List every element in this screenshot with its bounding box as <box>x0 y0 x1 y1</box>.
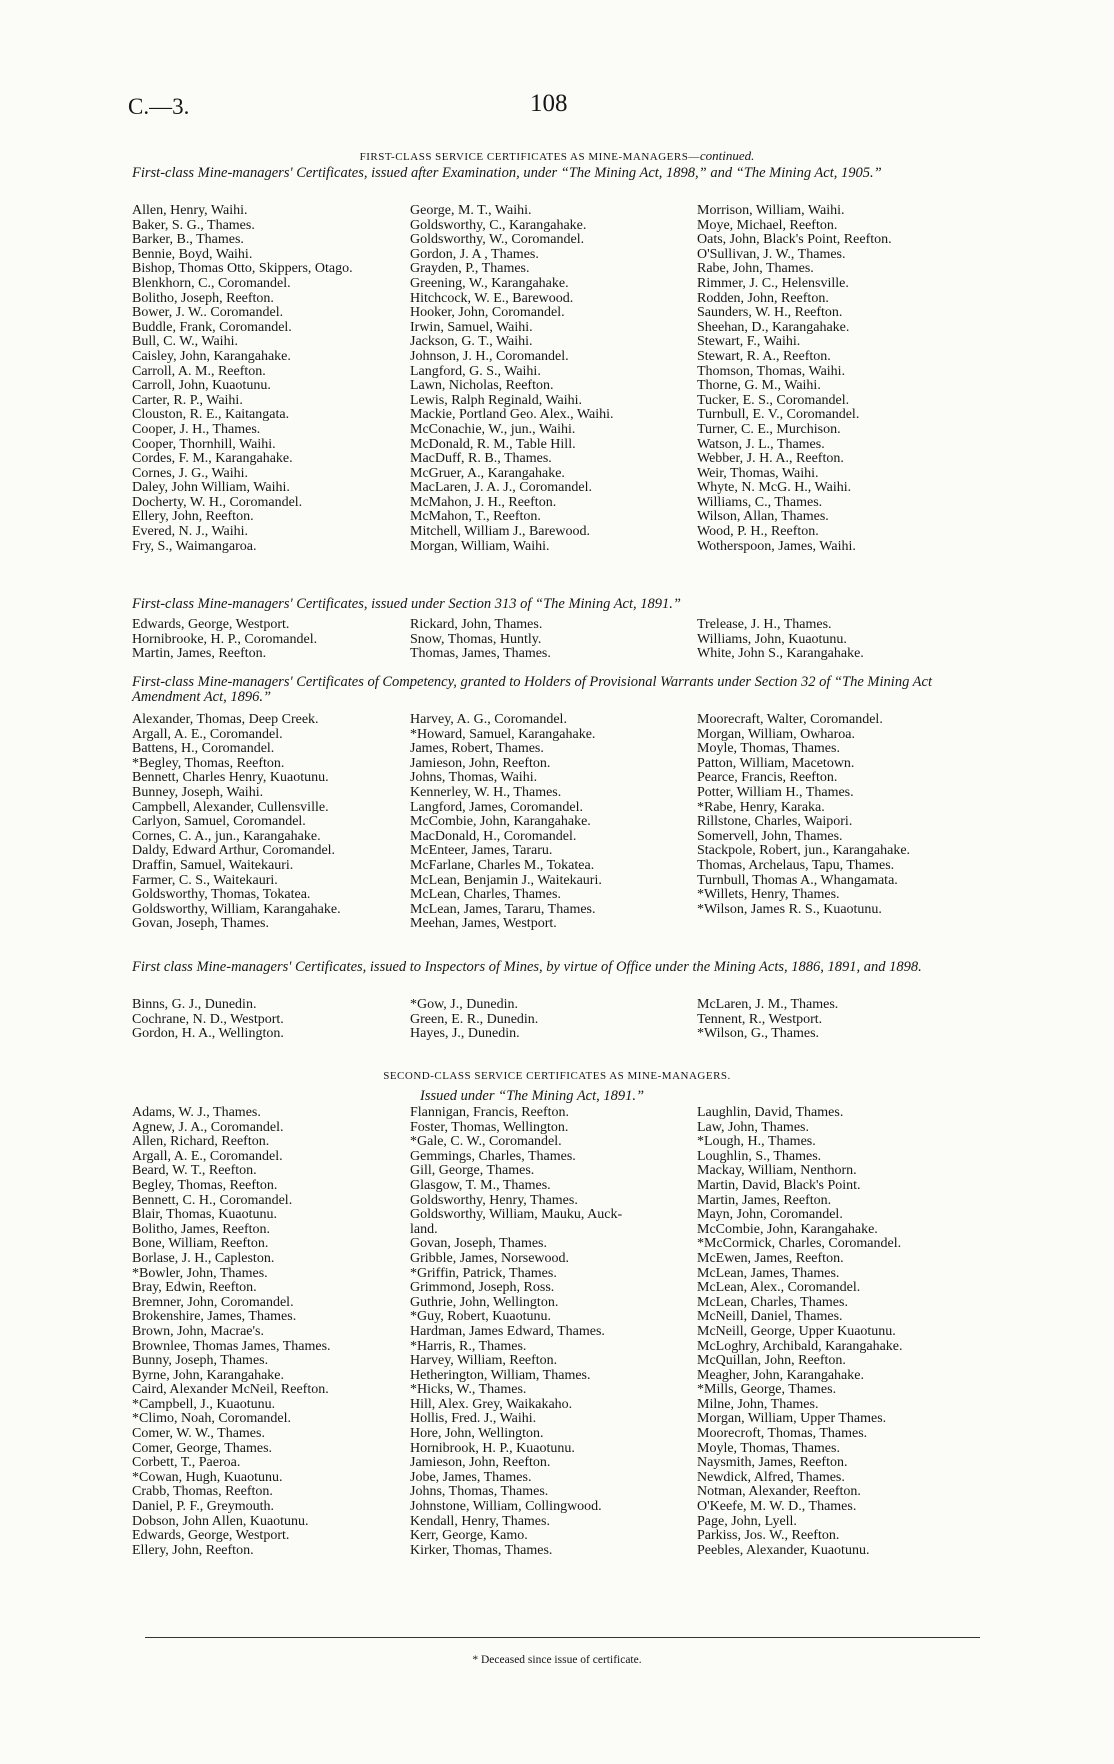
list-item: Jobe, James, Thames. <box>410 1469 532 1485</box>
list-item: Somervell, John, Thames. <box>697 828 843 844</box>
list-item: Rillstone, Charles, Waipori. <box>697 814 853 830</box>
section-1-heading: First-class Mine-managers' Certificates, issued after Examination, under “The Mining Act, 1898,” and “The Mining Act, 1905.” <box>132 165 882 181</box>
list-item: Brown, John, Macrae's. <box>132 1323 264 1339</box>
list-item: Thomas, Archelaus, Tapu, Thames. <box>697 857 895 873</box>
list-item: McLoghry, Archibald, Karangahake. <box>697 1338 903 1354</box>
list-item: Clouston, R. E., Kaitangata. <box>132 407 290 423</box>
list-item: Hollis, Fred. J., Waihi. <box>410 1411 537 1427</box>
section-1-col-3 <box>697 204 992 554</box>
list-item: McMahon, J. H., Reefton. <box>410 494 557 510</box>
list-item: Goldsworthy, William, Mauku, Auck- <box>410 1207 623 1223</box>
list-item: *Mills, George, Thames. <box>697 1382 837 1398</box>
list-item: Bolitho, Joseph, Reefton. <box>132 290 274 306</box>
list-item: Campbell, Alexander, Cullensville. <box>132 799 329 815</box>
list-item: Brokenshire, James, Thames. <box>132 1309 297 1325</box>
list-item: *Guy, Robert, Kuaotunu. <box>410 1309 552 1325</box>
section-5-col-3 <box>697 1106 992 1558</box>
list-item: Wood, P. H., Reefton. <box>697 524 819 540</box>
list-item: Farmer, C. S., Waitekauri. <box>132 872 278 888</box>
list-item: Daley, John William, Waihi. <box>132 480 290 496</box>
list-item: Langford, James, Coromandel. <box>410 799 584 815</box>
list-item: Allen, Henry, Waihi. <box>132 203 248 218</box>
list-item: Hardman, James Edward, Thames. <box>410 1323 605 1339</box>
list-item: Gordon, H. A., Wellington. <box>132 1026 284 1042</box>
list-item: Stackpole, Robert, jun., Karangahake. <box>697 843 911 859</box>
section-3-list <box>132 713 992 932</box>
list-item: Govan, Joseph, Thames. <box>410 1236 547 1252</box>
list-item: Wotherspoon, James, Waihi. <box>697 538 856 554</box>
list-item: Daldy, Edward Arthur, Coromandel. <box>132 843 336 859</box>
list-item: *Howard, Samuel, Karangahake. <box>410 726 596 742</box>
list-item: Grimmond, Joseph, Ross. <box>410 1280 555 1296</box>
list-item: Draffin, Samuel, Waitekauri. <box>132 857 294 873</box>
list-item: James, Robert, Thames. <box>410 741 544 757</box>
list-item: Watson, J. L., Thames. <box>697 436 825 452</box>
section-2-col-3 <box>697 618 992 662</box>
list-item: McFarlane, Charles M., Tokatea. <box>410 857 595 873</box>
list-item: Turnbull, Thomas A., Whangamata. <box>697 872 898 888</box>
list-item: Ellery, John, Reefton. <box>132 509 254 525</box>
list-item: Webber, J. H. A., Reefton. <box>697 451 844 467</box>
list-item: Martin, James, Reefton. <box>697 1192 832 1208</box>
list-item: George, M. T., Waihi. <box>410 203 532 218</box>
list-item: *Campbell, J., Kuaotunu. <box>132 1396 276 1412</box>
list-item: McCombie, John, Karangahake. <box>410 814 591 830</box>
list-item: Hore, John, Wellington. <box>410 1426 544 1442</box>
list-item: Williams, John, Kuaotunu. <box>697 631 847 647</box>
list-item: Turner, C. E., Murchison. <box>697 421 841 437</box>
section-4-col-3 <box>697 998 992 1042</box>
list-item: Morgan, William, Waihi. <box>410 538 550 554</box>
list-item: McQuillan, John, Reefton. <box>697 1353 846 1369</box>
section-5-heading: Issued under “The Mining Act, 1891.” <box>420 1088 645 1104</box>
list-item: *Wilson, James R. S., Kuaotunu. <box>697 901 882 917</box>
list-item: Bremner, John, Coromandel. <box>132 1294 294 1310</box>
list-item: Hitchcock, W. E., Barewood. <box>410 290 574 306</box>
list-item: land. <box>410 1221 438 1237</box>
list-item: Bunny, Joseph, Thames. <box>132 1353 269 1369</box>
list-item: Stewart, F., Waihi. <box>697 334 801 350</box>
list-item: Hayes, J., Dunedin. <box>410 1026 520 1042</box>
list-item: Whyte, N. McG. H., Waihi. <box>697 480 852 496</box>
list-item: Sheehan, D., Karangahake. <box>697 319 850 335</box>
list-item: Meagher, John, Karangahake. <box>697 1367 864 1383</box>
list-item: Borlase, J. H., Capleston. <box>132 1250 275 1266</box>
list-item: Newdick, Alfred, Thames. <box>697 1469 845 1485</box>
list-item: Cordes, F. M., Karangahake. <box>132 451 293 467</box>
list-item: Cooper, J. H., Thames. <box>132 421 261 437</box>
list-item: Bennett, C. H., Coromandel. <box>132 1192 293 1208</box>
list-item: Thomson, Thomas, Waihi. <box>697 363 846 379</box>
list-item: Snow, Thomas, Huntly. <box>410 631 542 647</box>
list-item: *Harris, R., Thames. <box>410 1338 527 1354</box>
list-item: McDonald, R. M., Table Hill. <box>410 436 576 452</box>
list-item: Dobson, John Allen, Kuaotunu. <box>132 1513 309 1529</box>
section-4-list <box>132 998 992 1042</box>
section-4-col-1 <box>132 998 410 1042</box>
list-item: Goldsworthy, William, Karangahake. <box>132 901 341 917</box>
section-3-col-1 <box>132 713 410 932</box>
list-item: Ellery, John, Reefton. <box>132 1542 254 1558</box>
list-item: Stewart, R. A., Reefton. <box>697 348 831 364</box>
list-item: Carroll, A. M., Reefton. <box>132 363 266 379</box>
list-item: Saunders, W. H., Reefton. <box>697 305 843 321</box>
list-item: Weir, Thomas, Waihi. <box>697 465 819 481</box>
list-item: Morrison, William, Waihi. <box>697 203 845 218</box>
list-item: Moorecroft, Thomas, Thames. <box>697 1426 868 1442</box>
list-item: Gordon, J. A , Thames. <box>410 246 539 262</box>
list-item: Corbett, T., Paeroa. <box>132 1455 241 1471</box>
list-item: Parkiss, Jos. W., Reefton. <box>697 1528 840 1544</box>
list-item: Adams, W. J., Thames. <box>132 1105 261 1120</box>
list-item: *Bowler, John, Thames. <box>132 1265 268 1281</box>
footnote: * Deceased since issue of certificate. <box>472 1654 642 1666</box>
list-item: Tennent, R., Westport. <box>697 1011 823 1027</box>
page-number: 108 <box>530 90 568 117</box>
list-item: Pearce, Francis, Reefton. <box>697 770 838 786</box>
list-item: Moyle, Thomas, Thames. <box>697 741 840 757</box>
list-item: Harvey, William, Reefton. <box>410 1353 558 1369</box>
list-item: Battens, H., Coromandel. <box>132 741 275 757</box>
list-item: Grayden, P., Thames. <box>410 261 530 277</box>
list-item: Page, John, Lyell. <box>697 1513 797 1529</box>
list-item: McLean, James, Tararu, Thames. <box>410 901 596 917</box>
list-item: *Hicks, W., Thames. <box>410 1382 527 1398</box>
list-item: *Gow, J., Dunedin. <box>410 997 518 1012</box>
section-3-col-3 <box>697 713 992 932</box>
list-item: MacLaren, J. A. J., Coromandel. <box>410 480 592 496</box>
list-item: Patton, William, Macetown. <box>697 755 855 771</box>
list-item: McLean, James, Thames. <box>697 1265 840 1281</box>
list-item: Johns, Thomas, Waihi. <box>410 770 538 786</box>
list-item: Jamieson, John, Reefton. <box>410 755 551 771</box>
list-item: *Cowan, Hugh, Kuaotunu. <box>132 1469 283 1485</box>
list-item: Hooker, John, Coromandel. <box>410 305 565 321</box>
list-item: Buddle, Frank, Coromandel. <box>132 319 292 335</box>
list-item: Hill, Alex. Grey, Waikakaho. <box>410 1396 573 1412</box>
list-item: Docherty, W. H., Coromandel. <box>132 494 303 510</box>
list-item: Bishop, Thomas Otto, Skippers, Otago. <box>132 261 353 277</box>
list-item: Goldsworthy, Thomas, Tokatea. <box>132 887 311 903</box>
list-item: Allen, Richard, Reefton. <box>132 1134 270 1150</box>
section-4-col-2 <box>410 998 697 1042</box>
list-item: Gribble, James, Norsewood. <box>410 1250 570 1266</box>
list-item: Irwin, Samuel, Waihi. <box>410 319 533 335</box>
list-item: Hetherington, William, Thames. <box>410 1367 591 1383</box>
list-item: Bennett, Charles Henry, Kuaotunu. <box>132 770 329 786</box>
list-item: Thorne, G. M., Waihi. <box>697 378 821 394</box>
list-item: Lewis, Ralph Reginald, Waihi. <box>410 392 583 408</box>
list-item: Flannigan, Francis, Reefton. <box>410 1105 570 1120</box>
list-item: *Rabe, Henry, Karaka. <box>697 799 825 815</box>
list-item: Bone, William, Reefton. <box>132 1236 269 1252</box>
list-item: Goldsworthy, W., Coromandel. <box>410 232 585 248</box>
list-item: McMahon, T., Reefton. <box>410 509 541 525</box>
list-item: Cornes, C. A., jun., Karangahake. <box>132 828 321 844</box>
list-item: McLean, Alex., Coromandel. <box>697 1280 861 1296</box>
list-item: MacDonald, H., Coromandel. <box>410 828 577 844</box>
list-item: Wilson, Allan, Thames. <box>697 509 829 525</box>
list-item: Goldsworthy, Henry, Thames. <box>410 1192 578 1208</box>
list-item: Gill, George, Thames. <box>410 1163 535 1179</box>
list-item: Oats, John, Black's Point, Reefton. <box>697 232 892 248</box>
list-item: Binns, G. J., Dunedin. <box>132 997 257 1012</box>
list-item: Williams, C., Thames. <box>697 494 823 510</box>
list-item: Rabe, John, Thames. <box>697 261 814 277</box>
section-5-col-1 <box>132 1106 410 1558</box>
list-item: Martin, James, Reefton. <box>132 646 267 662</box>
list-item: Cochrane, N. D., Westport. <box>132 1011 284 1027</box>
list-item: Blair, Thomas, Kuaotunu. <box>132 1207 277 1223</box>
section-1-col-1 <box>132 204 410 554</box>
list-item: Thomas, James, Thames. <box>410 646 551 662</box>
list-item: Edwards, George, Westport. <box>132 1528 290 1544</box>
list-item: Greening, W., Karangahake. <box>410 275 569 291</box>
list-item: *Griffin, Patrick, Thames. <box>410 1265 557 1281</box>
list-item: Mackie, Portland Geo. Alex., Waihi. <box>410 407 614 423</box>
list-item: Goldsworthy, C., Karangahake. <box>410 217 587 233</box>
list-item: MacDuff, R. B., Thames. <box>410 451 552 467</box>
footnote-rule <box>145 1637 980 1638</box>
section-5-list <box>132 1106 992 1558</box>
section-5-col-2 <box>410 1106 697 1558</box>
list-item: Kerr, George, Kamo. <box>410 1528 528 1544</box>
list-item: Langford, G. S., Waihi. <box>410 363 541 379</box>
list-item: Trelease, J. H., Thames. <box>697 617 832 632</box>
section-3-heading: First-class Mine-managers' Certificates of Competency, granted to Holders of Provisional Warrants under Section 32 of “The Mining Act Amendment Act, 1896.” <box>132 674 933 705</box>
section-2-list <box>132 618 992 662</box>
list-item: Caisley, John, Karangahake. <box>132 348 291 364</box>
list-item: Green, E. R., Dunedin. <box>410 1011 539 1027</box>
list-item: McConachie, W., jun., Waihi. <box>410 421 576 437</box>
list-item: McEnteer, James, Tararu. <box>410 843 553 859</box>
list-item: Brownlee, Thomas James, Thames. <box>132 1338 331 1354</box>
list-item: McNeill, George, Upper Kuaotunu. <box>697 1323 896 1339</box>
list-item: Edwards, George, Westport. <box>132 617 290 632</box>
list-item: Glasgow, T. M., Thames. <box>410 1177 551 1193</box>
list-item: McLean, Benjamin J., Waitekauri. <box>410 872 602 888</box>
list-item: McEwen, James, Reefton. <box>697 1250 844 1266</box>
list-item: Naysmith, James, Reefton. <box>697 1455 848 1471</box>
report-code: C.—3. <box>128 94 190 119</box>
section-4-heading: First class Mine-managers' Certificates, issued to Inspectors of Mines, by virtue of Office under the Mining Acts, 1886, 1891, and 1898. <box>132 959 922 975</box>
list-item: Begley, Thomas, Reefton. <box>132 1177 278 1193</box>
list-item: Potter, William H., Thames. <box>697 784 854 800</box>
section-2-heading: First-class Mine-managers' Certificates, issued under Section 313 of “The Mining Act, 1891.” <box>132 596 681 612</box>
list-item: Moyle, Thomas, Thames. <box>697 1440 840 1456</box>
list-item: Comer, W. W., Thames. <box>132 1426 265 1442</box>
list-item: McGruer, A., Karangahake. <box>410 465 565 481</box>
list-item: Jackson, G. T., Waihi. <box>410 334 533 350</box>
list-item: *Wilson, G., Thames. <box>697 1026 820 1042</box>
list-item: Hornibrook, H. P., Kuaotunu. <box>410 1440 575 1456</box>
list-item: Rickard, John, Thames. <box>410 617 543 632</box>
list-item: McLaren, J. M., Thames. <box>697 997 839 1012</box>
list-item: Morgan, William, Upper Thames. <box>697 1411 887 1427</box>
list-item: Byrne, John, Karangahake. <box>132 1367 285 1383</box>
list-item: Bolitho, James, Reefton. <box>132 1221 271 1237</box>
list-item: Bull, C. W., Waihi. <box>132 334 238 350</box>
list-item: Govan, Joseph, Thames. <box>132 916 269 932</box>
list-item: Bunney, Joseph, Waihi. <box>132 784 264 800</box>
list-item: Argall, A. E., Coromandel. <box>132 1148 283 1164</box>
list-item: Cooper, Thornhill, Waihi. <box>132 436 276 452</box>
list-item: Carroll, John, Kuaotunu. <box>132 378 271 394</box>
list-item: Bennie, Boyd, Waihi. <box>132 246 253 262</box>
list-item: Laughlin, David, Thames. <box>697 1105 844 1120</box>
list-item: Caird, Alexander McNeil, Reefton. <box>132 1382 329 1398</box>
list-item: Argall, A. E., Coromandel. <box>132 726 283 742</box>
list-item: Jamieson, John, Reefton. <box>410 1455 551 1471</box>
list-item: Tucker, E. S., Coromandel. <box>697 392 850 408</box>
list-item: *Climo, Noah, Coromandel. <box>132 1411 292 1427</box>
list-item: *Lough, H., Thames. <box>697 1134 816 1150</box>
list-item: Baker, S. G., Thames. <box>132 217 255 233</box>
list-item: Mayn, John, Coromandel. <box>697 1207 843 1223</box>
list-item: Moorecraft, Walter, Coromandel. <box>697 712 883 727</box>
list-item: Turnbull, E. V., Coromandel. <box>697 407 860 423</box>
list-item: O'Keefe, M. W. D., Thames. <box>697 1499 857 1515</box>
list-item: Beard, W. T., Reefton. <box>132 1163 257 1179</box>
list-item: Loughlin, S., Thames. <box>697 1148 822 1164</box>
list-item: Alexander, Thomas, Deep Creek. <box>132 712 319 727</box>
list-item: Johnstone, William, Collingwood. <box>410 1499 602 1515</box>
list-item: O'Sullivan, J. W., Thames. <box>697 246 846 262</box>
list-item: White, John S., Karangahake. <box>697 646 864 662</box>
list-item: Carlyon, Samuel, Coromandel. <box>132 814 306 830</box>
list-item: Kirker, Thomas, Thames. <box>410 1542 553 1558</box>
list-item: Law, John, Thames. <box>697 1119 809 1135</box>
list-item: McNeill, Daniel, Thames. <box>697 1309 843 1325</box>
list-item: Peebles, Alexander, Kuaotunu. <box>697 1542 870 1558</box>
list-item: Foster, Thomas, Wellington. <box>410 1119 569 1135</box>
list-item: Moye, Michael, Reefton. <box>697 217 838 233</box>
list-item: Harvey, A. G., Coromandel. <box>410 712 567 727</box>
list-item: Kennerley, W. H., Thames. <box>410 784 562 800</box>
section-1-col-2 <box>410 204 697 554</box>
second-class-title: SECOND-CLASS SERVICE CERTIFICATES AS MINE-MANAGERS. <box>383 1070 731 1082</box>
list-item: Meehan, James, Westport. <box>410 916 557 932</box>
list-item: Comer, George, Thames. <box>132 1440 273 1456</box>
list-item: McLean, Charles, Thames. <box>410 887 561 903</box>
section-2-col-2 <box>410 618 697 662</box>
list-item: Blenkhorn, C., Coromandel. <box>132 275 291 291</box>
list-item: Bray, Edwin, Reefton. <box>132 1280 257 1296</box>
list-item: Hornibrooke, H. P., Coromandel. <box>132 631 318 647</box>
page-title: FIRST-CLASS SERVICE CERTIFICATES AS MINE-MANAGERS—continued. <box>359 148 755 163</box>
list-item: Crabb, Thomas, Reefton. <box>132 1484 273 1500</box>
list-item: Martin, David, Black's Point. <box>697 1177 861 1193</box>
list-item: *Begley, Thomas, Reefton. <box>132 755 285 771</box>
section-3-col-2 <box>410 713 697 932</box>
section-1-list <box>132 204 992 554</box>
list-item: Morgan, William, Owharoa. <box>697 726 855 742</box>
list-item: McCombie, John, Karangahake. <box>697 1221 878 1237</box>
list-item: Bower, J. W.. Coromandel. <box>132 305 284 321</box>
list-item: McLean, Charles, Thames. <box>697 1294 848 1310</box>
list-item: Carter, R. P., Waihi. <box>132 392 243 408</box>
list-item: Evered, N. J., Waihi. <box>132 524 249 540</box>
list-item: Johns, Thomas, Thames. <box>410 1484 549 1500</box>
list-item: *Gale, C. W., Coromandel. <box>410 1134 562 1150</box>
list-item: *Willets, Henry, Thames. <box>697 887 840 903</box>
list-item: Lawn, Nicholas, Reefton. <box>410 378 554 394</box>
list-item: Notman, Alexander, Reefton. <box>697 1484 861 1500</box>
list-item: *McCormick, Charles, Coromandel. <box>697 1236 902 1252</box>
list-item: Gemmings, Charles, Thames. <box>410 1148 576 1164</box>
list-item: Kendall, Henry, Thames. <box>410 1513 550 1529</box>
list-item: Mitchell, William J., Barewood. <box>410 524 590 540</box>
list-item: Mackay, William, Nenthorn. <box>697 1163 857 1179</box>
list-item: Milne, John, Thames. <box>697 1396 819 1412</box>
list-item: Fry, S., Waimangaroa. <box>132 538 257 554</box>
list-item: Guthrie, John, Wellington. <box>410 1294 559 1310</box>
list-item: Rimmer, J. C., Helensville. <box>697 275 849 291</box>
list-item: Agnew, J. A., Coromandel. <box>132 1119 284 1135</box>
section-2-col-1 <box>132 618 410 662</box>
list-item: Cornes, J. G., Waihi. <box>132 465 249 481</box>
list-item: Daniel, P. F., Greymouth. <box>132 1499 274 1515</box>
list-item: Barker, B., Thames. <box>132 232 244 248</box>
list-item: Rodden, John, Reefton. <box>697 290 829 306</box>
list-item: Johnson, J. H., Coromandel. <box>410 348 569 364</box>
